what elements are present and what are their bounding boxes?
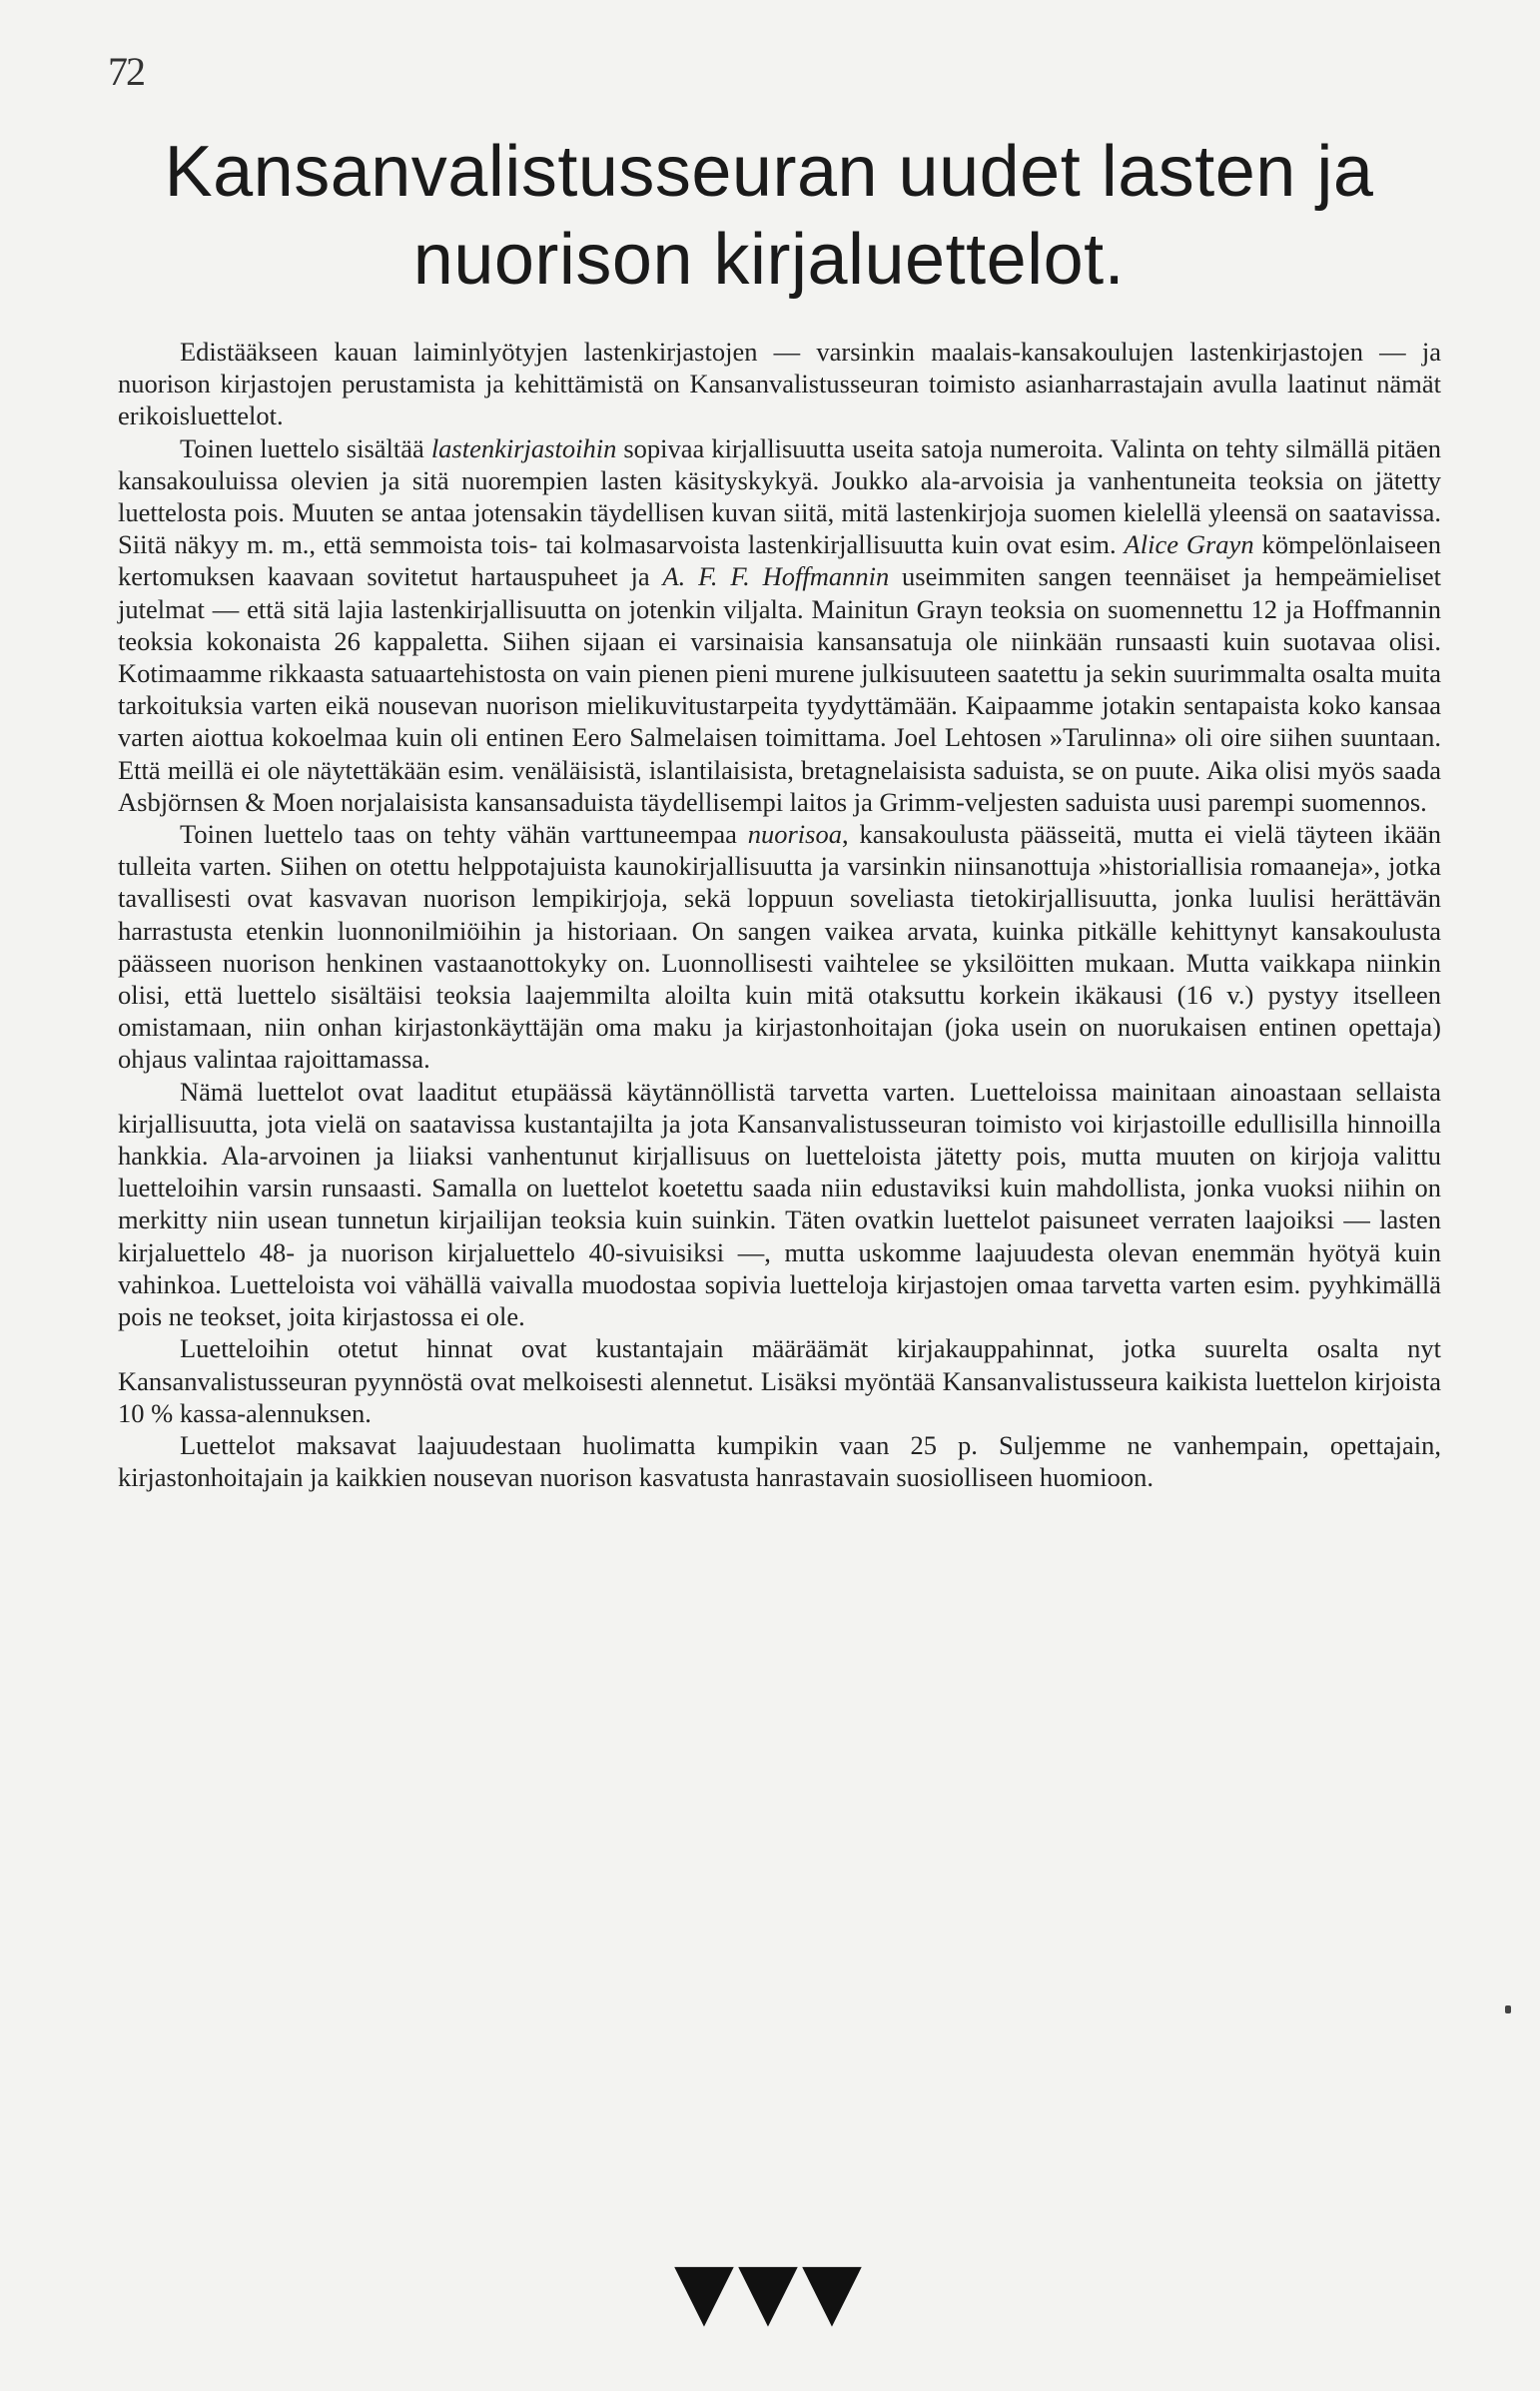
paragraph-text: kömpelönlaiseen kertomuksen kaavaan sovitetut hartauspuheet ja [118, 529, 1442, 592]
paragraph-text: sopivaa kirjallisuutta useita satoja numeroita. Valinta on tehty silmällä pitäen kansakouluissa olevien ja sitä nuorempien lasten käsityskykyä. Joukko ala-arvoisia ja vanhentuneita teoksia on jätetty luettelosta pois. Muuten se antaa jotensakin täydellisen kuvan siitä, mitä lastenkirjoja suomen kielellä yleensä on saatavissa. Siitä näkyy m. m., että semmoista tois- tai kolmasarvoista lastenkirjallisuutta kuin ovat esim. [118, 432, 1441, 560]
paragraph-text: Toinen luettelo taas on tehty vähän varttuneempaa [180, 819, 748, 850]
italic-text: A. F. F. Hoffmannin [662, 561, 890, 592]
paragraph-text: Luetteloihin otetut hinnat ovat kustantajain määräämät kirjakauppahinnat, jotka suurelta osalta nyt Kansanvalistusseuran pyynnöstä ovat melkoisesti alennetut. Lisäksi myöntää Kansanvalistusseura kaikista luettelon kirjoista 10 % kassa-alennuksen. [118, 1333, 1441, 1428]
paragraph [118, 336, 1441, 432]
paragraph-text: Toinen luettelo sisältää [180, 432, 431, 463]
paragraph [118, 432, 1441, 818]
page-number: 72 [108, 49, 144, 94]
paragraph [118, 818, 1441, 1076]
article-title: Kansanvalistusseuran uudet lasten ja nuorison kirjaluettelot. [164, 132, 1374, 300]
paragraph [118, 1076, 1441, 1333]
paragraph-text: , kansakoulusta päässeitä, mutta ei vielä täyteen ikään tulleita varten. Siihen on otettu helppotajuista kaunokirjallisuutta ja varsinkin niinsanottuja »historiallisia romaaneja», jotka tavallisesti ovat kasvavan nuorison lempikirjoja, sekä loppuun soveliasta tietokirjallisuutta, jonka luulisi herättävän harrastusta etenkin luonnonilmiöihin ja historiaan. On sangen vaikea arvata, kuinka pitkälle kehittynyt kansakoulusta päässeen nuorison henkinen vastaanottokyky on. Luonnollisesti vaihtelee se yksilöitten mukaan. Mutta vaikkapa niinkin olisi, että luettelo sisältäisi teoksia laajemmilta aloilta kuin mitä otaksuttu korkein ikäkausi (16 v.) pystyy itselleen omistamaan, niin onhan kirjastonkäyttäjän oma maku ja kirjastonhoitajan (joka usein on nuorukaisen entinen opettaja) ohjaus valintaa rajoittamassa. [118, 819, 1441, 1075]
italic-text: lastenkirjastoihin [430, 432, 617, 463]
paragraph-text: Luettelot maksavat laajuudestaan huolimatta kumpikin vaan 25 p. Suljemme ne vanhempain, opettajain, kirjastonhoitajain ja kaikkien nousevan nuorison kasvatusta hanrastavain suosiolliseen huomioon. [118, 1429, 1441, 1493]
italic-text: Alice Grayn [1124, 529, 1254, 560]
italic-text: nuorisoa [747, 819, 842, 850]
paragraph [118, 1429, 1441, 1493]
paragraph-text: Edistääkseen kauan laiminlyötyjen lastenkirjastojen — varsinkin maalais-kansakoulujen lastenkirjastojen — ja nuorison kirjastojen perustamista ja kehittämistä on Kansanvalistusseuran toimisto asianharrastajain avulla laatinut nämät erikoisluettelot. [118, 337, 1441, 431]
paragraph-text: useimmiten sangen teennäiset ja hempeämieliset jutelmat — että sitä lajia lastenkirjallisuutta on jotenkin viljalta. Mainitun Grayn teoksia on suomennettu 12 ja Hoffmannin teoksia kokonaista 26 kappaletta. Siihen sijaan ei varsinaisia kansansatuja ole niinkään runsaasti kuin suotavaa olisi. Kotimaamme rikkaasta satuaartehistosta on vain pienen pieni murene julkisuuteen saatettu ja sekin suurimmalta osalta muita tarkoituksia varten eikä nousevan nuorison mielikuvitustarpeita tyydyttämään. Kaipaamme jotakin sentapaista koko kansaa varten aiottua kokoelmaa kuin oli entinen Eero Salmelaisen toimittama. Joel Lehtosen »Tarulinna» oli oire siihen suuntaan. Että meillä ei ole näytettäkään esim. venäläisistä, islantilaisista, bretagnelaisista saduista, se on puute. Aika olisi myös saada Asbjörnsen & Moen norjalaisista kansansaduista täydellisempi laitos ja Grimm-veljesten saduista uusi parempi suomennos. [118, 561, 1442, 817]
margin-mark [1505, 2005, 1511, 2013]
article-body [118, 336, 1441, 1493]
paragraph-text: Nämä luettelot ovat laaditut etupäässä käytännöllistä tarvetta varten. Luetteloissa mainitaan ainoastaan sellaista kirjallisuutta, jota vielä on saatavissa kustantajilta ja jota Kansanvalistusseuran toimisto voi kirjastoille edullisilla hinnoilla hankkia. Ala-arvoinen ja liiaksi vanhentunut kirjallisuus on luetteloista jätetty pois, mutta muuten on kirjoja valittu luetteloihin varsin runsaasti. Samalla on luettelot koetettu saada niin edustaviksi kuin mahdollista, jonka vuoksi niihin on merkitty niin usean tunnetun kirjailijan teoksia kuin suinkin. Täten ovatkin luettelot paisuneet verraten laajoiksi — lasten kirjaluettelo 48- ja nuorison kirjaluettelo 40-sivuisiksi —, mutta uskomme laajuudesta olevan enemmän hyötyä kuin vahinkoa. Luetteloista voi vähällä vaivalla muodostaa sopivia luetteloja kirjastojen omaa tarvetta varten esim. pyyhkimällä pois ne teokset, joita kirjastossa ei ole. [118, 1076, 1441, 1332]
paragraph [118, 1332, 1441, 1429]
ornament-triangles-icon: ▼▼▼ [674, 2246, 866, 2336]
